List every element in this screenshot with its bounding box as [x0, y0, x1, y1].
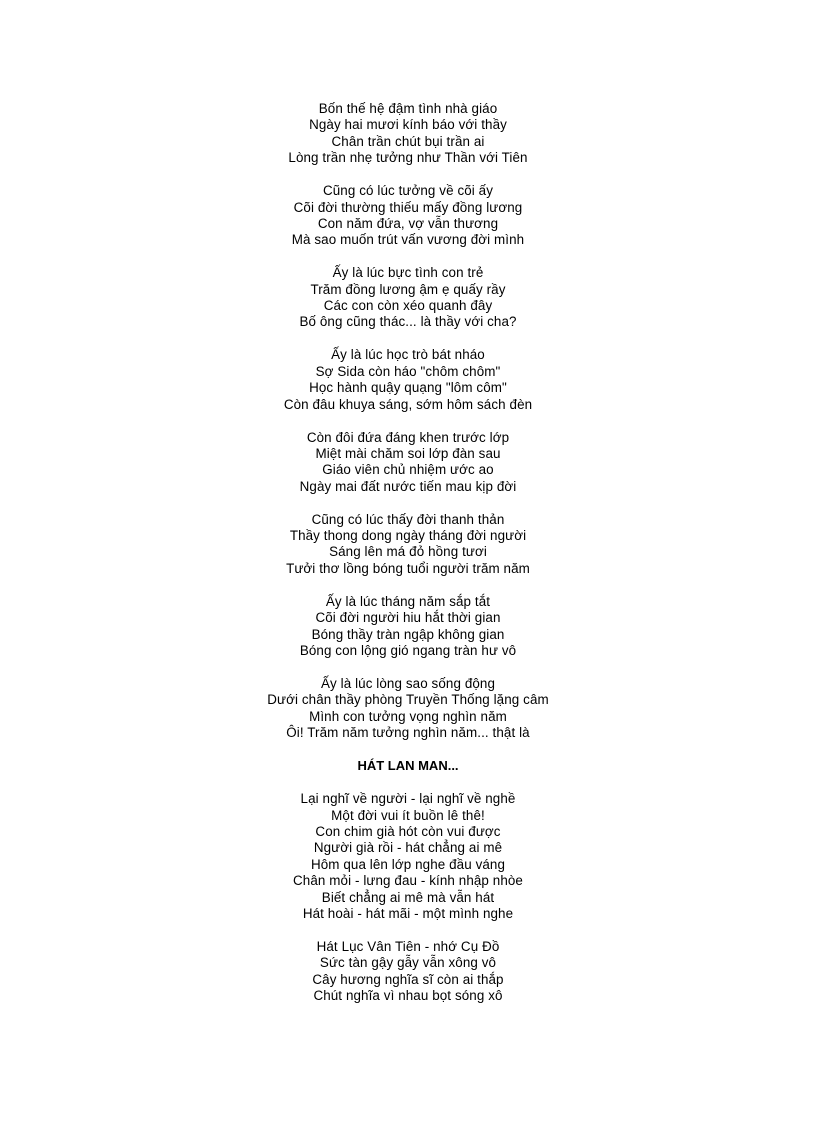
- poem-line: Ngày mai đất nước tiến mau kịp đời: [299, 478, 517, 494]
- poem-line: Các con còn xéo quanh đây: [323, 298, 493, 314]
- poem-title: HÁT LAN MAN...: [357, 758, 459, 773]
- poem-line: Cây hương nghĩa sĩ còn ai thắp: [312, 971, 504, 987]
- poem2-stanza-2: [0, 939, 816, 1005]
- poem-line: Một đời vui ít buồn lê thê!: [331, 807, 485, 823]
- poem-line: Hôm qua lên lớp nghe đầu váng: [310, 856, 506, 872]
- poem-line: Ấy là lúc bực tình con trẻ: [332, 265, 484, 281]
- poem-line: Tưởi thơ lồng bóng tuổi người trăm năm: [286, 560, 530, 576]
- poem-line: Học hành quậy quạng "lôm côm": [309, 380, 507, 396]
- poem-line: Hát hoài - hát mãi - một mình nghe: [302, 906, 514, 922]
- poem-line: Chân trần chút bụi trần ai: [331, 133, 485, 149]
- poem-line: Lòng trần nhẹ tưởng như Thần với Tiên: [288, 150, 528, 166]
- poem-line: Ấy là lúc lòng sao sống động: [320, 675, 496, 691]
- poem1-stanza-8: [0, 676, 816, 742]
- poem-line: Con chim già hót còn vui được: [315, 824, 501, 840]
- poem-line: Cõi đời thường thiếu mấy đồng lương: [293, 199, 523, 215]
- poem1-stanza-4: [0, 347, 816, 413]
- poem-line: Ấy là lúc tháng năm sắp tắt: [325, 593, 491, 609]
- poem-line: Chút nghĩa vì nhau bọt sóng xô: [313, 988, 503, 1004]
- poem-line: Mình con tưởng vọng nghìn năm: [309, 708, 507, 724]
- poem-line: Lại nghĩ về người - lại nghĩ về nghề: [300, 791, 516, 807]
- poem-line: Cũng có lúc tưởng về cõi ấy: [322, 183, 494, 199]
- poem-line: Con năm đứa, vợ vẫn thương: [317, 215, 499, 231]
- poem-line: Ấy là lúc học trò bát nháo: [331, 347, 485, 363]
- poem-line: Sợ Sida còn háo "chôm chôm": [315, 363, 501, 379]
- poem-line: Người già rồi - hát chẳng ai mê: [313, 840, 503, 856]
- poem-line: Hát Lục Vân Tiên - nhớ Cụ Đồ: [316, 938, 500, 954]
- poem-line: Sáng lên má đỏ hồng tươi: [329, 544, 487, 560]
- poem1-stanza-1: [0, 101, 816, 167]
- poem-line: Bóng thầy tràn ngập không gian: [311, 626, 505, 642]
- poem-line: Bốn thế hệ đậm tình nhà giáo: [318, 101, 498, 116]
- poem-line: Biết chẳng ai mê mà vẫn hát: [321, 889, 495, 905]
- poem2-stanza-1: [0, 791, 816, 922]
- poem-line: Sức tàn gậy gẫy vẫn xông vô: [319, 955, 497, 971]
- poem1-stanza-7: [0, 594, 816, 660]
- poem-line: Còn đôi đứa đáng khen trước lớp: [306, 429, 510, 445]
- poem-line: Ngày hai mươi kính báo với thầy: [309, 117, 507, 133]
- poem-line: Giáo viên chủ nhiệm ước ao: [322, 462, 494, 478]
- poem-line: Thầy thong dong ngày tháng đời người: [289, 528, 527, 544]
- poem-line: Dưới chân thầy phòng Truyền Thống lặng câm: [267, 692, 549, 708]
- poem-line: Bố ông cũng thác... là thầy với cha?: [299, 314, 517, 330]
- poem-line: Bóng con lộng gió ngang tràn hư vô: [299, 642, 517, 658]
- poem-line: Chân mỏi - lưng đau - kính nhập nhòe: [293, 873, 523, 889]
- poem-line: Ôi! Trăm năm tưởng nghìn năm... thật là: [286, 725, 530, 741]
- poem-line: Mà sao muốn trút vấn vương đời mình: [291, 232, 525, 248]
- poem1-stanza-6: [0, 512, 816, 578]
- document-page: [0, 101, 816, 1021]
- poem1-stanza-5: [0, 430, 816, 496]
- poem-line: Còn đâu khuya sáng, sớm hôm sách đèn: [283, 396, 533, 412]
- poem-line: Miệt mài chăm soi lớp đàn sau: [315, 445, 501, 461]
- poem-line: Cõi đời người hiu hắt thời gian: [315, 610, 501, 626]
- poem-line: Cũng có lúc thấy đời thanh thản: [311, 511, 505, 527]
- poem-line: Trăm đồng lương ậm ẹ quấy rầy: [310, 281, 506, 297]
- poem1-stanza-2: [0, 183, 816, 249]
- poem1-stanza-3: [0, 265, 816, 331]
